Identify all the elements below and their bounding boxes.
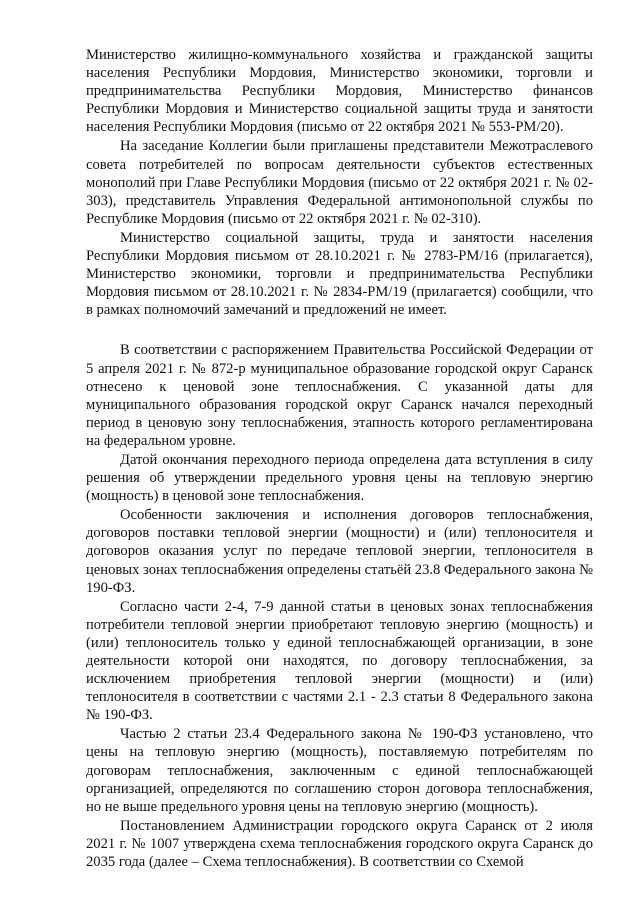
paragraph-transition-end: Датой окончания переходного периода определена дата вступления в силу решения об утверждении предельного уровня цены на тепловую энергию (мощность) в ценовой зоне теплоснабжения. [86,451,593,505]
paragraph-price-agreement: Частью 2 статьи 23.4 Федерального закона № 190-ФЗ установлено, что цены на тепловую энергию (мощность), поставляемую потребителям по договорам теплоснабжения, заключенным с единой теплоснабжающей организацией, определяются по соглашению сторон договора теплоснабжения, но не выше предельного уровня цены на тепловую энергию (мощность). [86,726,593,815]
paragraph-ministries-list: Министерство жилищно-коммунального хозяйства и гражданской защиты населения Республики Мордовия, Министерство экономики, торговли и предпринимательства Республики Мордовия, Министерство финансов Республики Мордовия и Министерство социальной защиты труда и занятости населения Республики Мордовия (письмо от 22 октября 2021 № 553-РМ/20). [86,47,593,136]
paragraph-collegium-invitees: На заседание Коллегии были приглашены представители Межотраслевого совета потребителей по вопросам деятельности субъектов естественных монополий при Главе Республики Мордовия (письмо от 22 октября 2021 г. № 02-303), представитель Управления Федеральной антимонопольной службы по Республике Мордовия (письмо от 22 октября 2021 г. № 02-310). [86,138,593,227]
paragraph-contract-features: Особенности заключения и исполнения договоров теплоснабжения, договоров поставки тепловой энергии (мощности) и (или) теплоносителя и договоров оказания услуг по передаче тепловой энергии, теплоносителя в ценовых зонах теплоснабжения определены статьёй 23.8 Федерального закона № 190-ФЗ. [86,507,593,596]
paragraph-ministries-response: Министерство социальной защиты, труда и занятости населения Республики Мордовия письмом от 28.10.2021 г. № 2783-РМ/16 (прилагается), Министерство экономики, торговли и предпринимательства Республики Мордовия письмом от 28.10.2021 г. № 2834-РМ/19 (прилагается) сообщили, что в рамках полномочий замечаний и предложений не имеет. [86,229,593,319]
paragraph-consumers-purchase: Согласно части 2-4, 7-9 данной статьи в ценовых зонах теплоснабжения потребители тепловой энергии приобретают тепловую энергию (мощность) и (или) теплоноситель только у единой теплоснабжающей организации, в зоне деятельности которой они находятся, по договору теплоснабжения, за исключением приобретения тепловой энергии (мощности) и (или) теплоносителя в соответствии с частями 2.1 - 2.3 статьи 8 Федерального закона № 190-ФЗ. [86,598,593,724]
paragraph-price-zone-order: В соответствии с распоряжением Правительства Российской Федерации от 5 апреля 2021 г. № 872-р муниципальное образование городской округ Саранск отнесено к ценовой зоне теплоснабжения. С указанной даты для муниципального образования городской округ Саранск начался переходный период в ценовую зону теплоснабжения, этапность которого регламентирована на федеральном уровне. [86,342,593,449]
paragraph-heat-supply-scheme: Постановлением Администрации городского округа Саранск от 2 июля 2021 г. № 1007 утверждена схема теплоснабжения городского округа Саранск до 2035 года (далее – Схема теплоснабжения). В соответствии со Схемой [86,817,593,871]
